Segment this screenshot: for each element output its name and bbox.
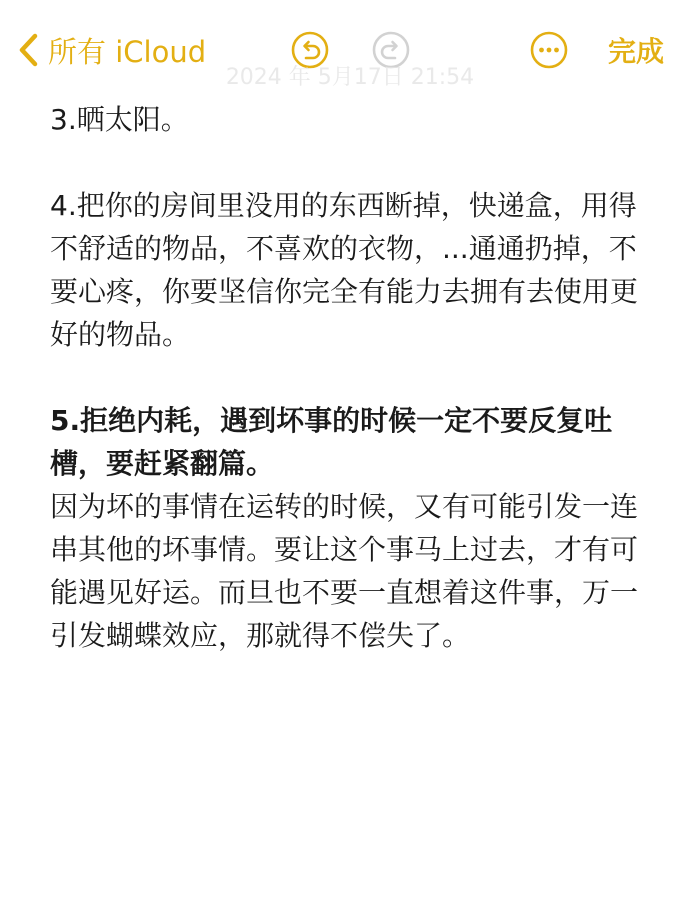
paragraph-gap	[50, 356, 650, 399]
note-paragraph-5-title: 5.拒绝内耗，遇到坏事的时候一定不要反复吐槽，要赶紧翻篇。	[50, 404, 613, 480]
note-timestamp: 2024 年 5月17日 21:54	[225, 65, 475, 90]
note-paragraph-5-body: 因为坏的事情在运转的时候，又有可能引发一连串其他的坏事情。要让这个事马上过去，才有可能遇见好运。而旦也不要一直想着这件事，万一引发蝴蝶效应，那就得不偿失了。	[50, 490, 639, 652]
done-button[interactable]: 完成	[607, 35, 664, 68]
back-label: 所有 iCloud	[48, 34, 207, 69]
note-paragraph-3: 3.晒太阳。	[50, 103, 189, 136]
note-body[interactable]	[50, 98, 650, 657]
paragraph-gap	[50, 141, 650, 184]
note-paragraph-4: 4.把你的房间里没用的东西断掉，快递盒，用得不舒适的物品，不喜欢的衣物，...通通扔掉，不要心疼，你要坚信你完全有能力去拥有去使用更好的物品。	[50, 189, 639, 351]
